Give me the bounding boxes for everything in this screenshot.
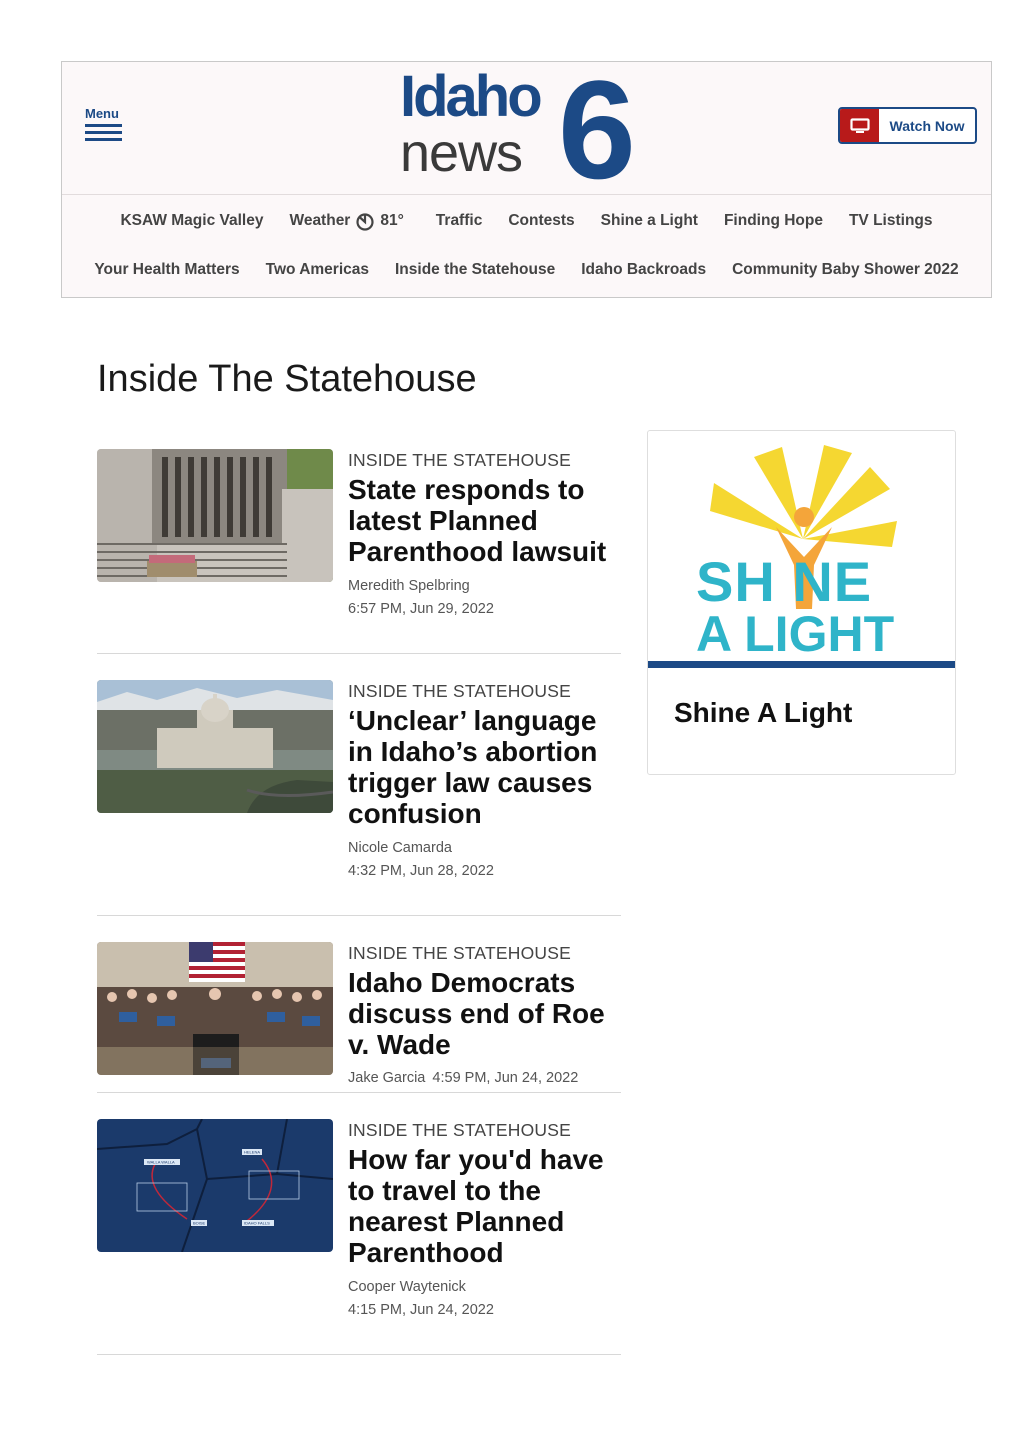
- nav-item-idaho-backroads[interactable]: Idaho Backroads: [581, 261, 707, 278]
- article-date: 4:59 PM, Jun 24, 2022: [432, 1070, 579, 1086]
- watch-now-button[interactable]: [838, 107, 977, 144]
- nav-item-your-health-matters[interactable]: Your Health Matters: [94, 261, 240, 278]
- nav-row-secondary: [62, 261, 991, 279]
- article-author: Cooper Waytenick: [348, 1279, 466, 1295]
- article-card: [97, 449, 621, 654]
- article-kicker: INSIDE THE STATEHOUSE: [348, 450, 571, 470]
- article-card: [97, 942, 621, 1093]
- article-kicker: INSIDE THE STATEHOUSE: [348, 943, 571, 963]
- weather-temp: 81°: [380, 212, 404, 229]
- nav-item-two-americas[interactable]: Two Americas: [265, 261, 369, 278]
- article-headline[interactable]: ‘Unclear’ language in Idaho’s abortion trigger law causes confusion: [348, 705, 598, 829]
- article-kicker: INSIDE THE STATEHOUSE: [348, 1120, 571, 1140]
- card-title[interactable]: Shine A Light: [674, 697, 853, 728]
- nav-row-primary: [62, 211, 991, 231]
- weather-label: Weather: [289, 212, 351, 229]
- article-author: Jake Garcia: [348, 1070, 426, 1086]
- nav-divider: [62, 194, 991, 195]
- nav-item-weather[interactable]: [289, 211, 403, 231]
- article-author: Nicole Camarda: [348, 840, 452, 856]
- menu-label: Menu: [85, 106, 119, 121]
- card-divider-bar: [648, 661, 955, 668]
- logo-a-light-text: A LIGHT: [696, 606, 895, 659]
- shine-a-light-card[interactable]: [647, 430, 956, 775]
- article-meta: [348, 1070, 618, 1086]
- nav-item-inside-the-statehouse[interactable]: Inside the Statehouse: [395, 261, 556, 278]
- logo-idaho-text: Idaho: [400, 68, 540, 129]
- watch-now-label: Watch Now: [889, 117, 965, 134]
- article-date: 4:15 PM, Jun 24, 2022: [348, 1302, 494, 1318]
- map-label-boise: BOISE: [193, 1220, 206, 1226]
- article-date: 4:32 PM, Jun 28, 2022: [348, 863, 494, 879]
- menu-button[interactable]: [85, 107, 125, 147]
- article-text: [348, 449, 618, 619]
- article-thumbnail-travel-map[interactable]: [97, 1119, 333, 1252]
- article-headline[interactable]: How far you'd have to travel to the nearest Planned Parenthood: [348, 1144, 604, 1268]
- logo-news-text: news: [400, 123, 523, 180]
- page-title: Inside The Statehouse: [97, 358, 477, 400]
- shine-a-light-logo: [692, 439, 914, 659]
- idaho-news-6-logo[interactable]: [400, 68, 655, 180]
- article-headline[interactable]: Idaho Democrats discuss end of Roe v. Wade: [348, 967, 605, 1060]
- site-header: [61, 61, 992, 298]
- nav-item-community-baby-shower[interactable]: Community Baby Shower 2022: [732, 261, 959, 278]
- nav-item-ksaw-magic-valley[interactable]: KSAW Magic Valley: [120, 212, 264, 229]
- article-card: [97, 680, 621, 916]
- nav-item-tv-listings[interactable]: TV Listings: [848, 212, 933, 229]
- article-author: Meredith Spelbring: [348, 578, 470, 594]
- weather-icon: [355, 211, 375, 231]
- nav-item-contests[interactable]: Contests: [508, 212, 575, 229]
- nav-item-shine-a-light[interactable]: Shine a Light: [600, 212, 698, 229]
- map-label-idaho-falls: IDAHO FALLS: [244, 1220, 270, 1226]
- article-card: [97, 1119, 621, 1355]
- nav-item-traffic[interactable]: Traffic: [435, 212, 483, 229]
- logo-six-text: 6: [558, 68, 636, 180]
- article-thumbnail-democrats-rally[interactable]: [97, 942, 333, 1075]
- article-thumbnail-statehouse-building[interactable]: [97, 449, 333, 582]
- hamburger-icon: [85, 124, 122, 141]
- article-date: 6:57 PM, Jun 29, 2022: [348, 601, 494, 617]
- article-text: [348, 680, 618, 881]
- article-text: [348, 942, 618, 1086]
- article-thumbnail-capitol-building[interactable]: [97, 680, 333, 813]
- nav-item-finding-hope[interactable]: Finding Hope: [723, 212, 823, 229]
- map-label-helena: HELENA: [244, 1149, 261, 1155]
- map-label-walla-walla: WALLA WALLA: [147, 1159, 175, 1165]
- article-headline[interactable]: State responds to latest Planned Parenthood lawsuit: [348, 474, 607, 567]
- article-kicker: INSIDE THE STATEHOUSE: [348, 681, 571, 701]
- article-text: [348, 1119, 618, 1320]
- tv-icon: [840, 109, 879, 142]
- logo-shine-text: SH NE: [696, 550, 873, 613]
